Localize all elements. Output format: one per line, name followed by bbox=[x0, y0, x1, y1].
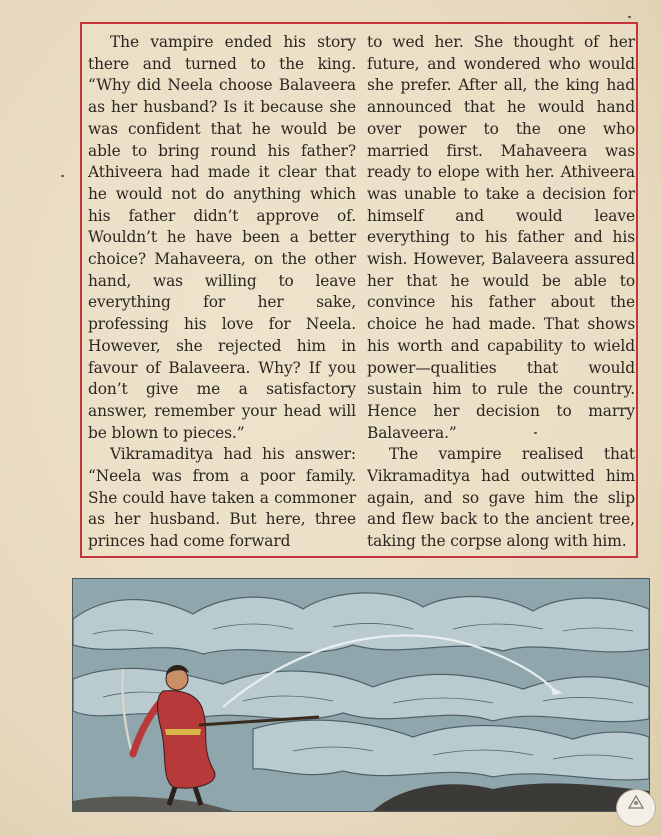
story-illustration bbox=[72, 578, 650, 812]
king-sash bbox=[165, 729, 201, 735]
publisher-logo-icon bbox=[616, 789, 656, 827]
story-paragraph: Vikramaditya had his answer: “Neela was from a poor family. She could have taken a commoner as her husband. But here, three princes had come forward bbox=[88, 445, 356, 551]
story-paragraph: to wed her. She thought of her future, and wondered who would she prefer. After all, the king had announced that he would hand over power to the one who married first. Mahaveera was ready to elope with her. Athiveera was unable to take a decision for himself and would leave everything to his father and his wish. However, Balaveera assured her that he would be able to convince his father about the choice he had made. That shows his worth and capability to wield power—qualities that would sustain him to rule the country. Hence her decision to marry Balaveera.” bbox=[367, 33, 635, 442]
print-speck bbox=[628, 16, 631, 18]
print-speck bbox=[61, 175, 64, 177]
story-paragraph: The vampire ended his story there and turned to the king. “Why did Neela choose Balaveera as her husband? Is it because she was confident that he would be able to bring round his father? Athiveera had made it clear that he would not do anything which his father didn’t approve of. Wouldn’t he have been a better choice? Mahaveera, on the other hand, was willing to leave everything for her sake, professing his love for Neela. However, she rejected him in favour of Balaveera. Why? If you don’t give me a satisfactory answer, remember your head will be blown to pieces.” bbox=[88, 33, 356, 442]
logo-emblem-icon bbox=[617, 790, 655, 814]
story-text-frame bbox=[80, 22, 638, 558]
print-speck bbox=[534, 432, 537, 434]
stormy-sky-scene bbox=[73, 579, 649, 811]
right-text-column bbox=[367, 32, 635, 553]
left-text-column bbox=[88, 32, 356, 553]
story-paragraph: The vampire realised that Vikramaditya had outwitted him again, and so gave him the slip and flew back to the ancient tree, taking the corpse along with him. bbox=[367, 445, 635, 551]
